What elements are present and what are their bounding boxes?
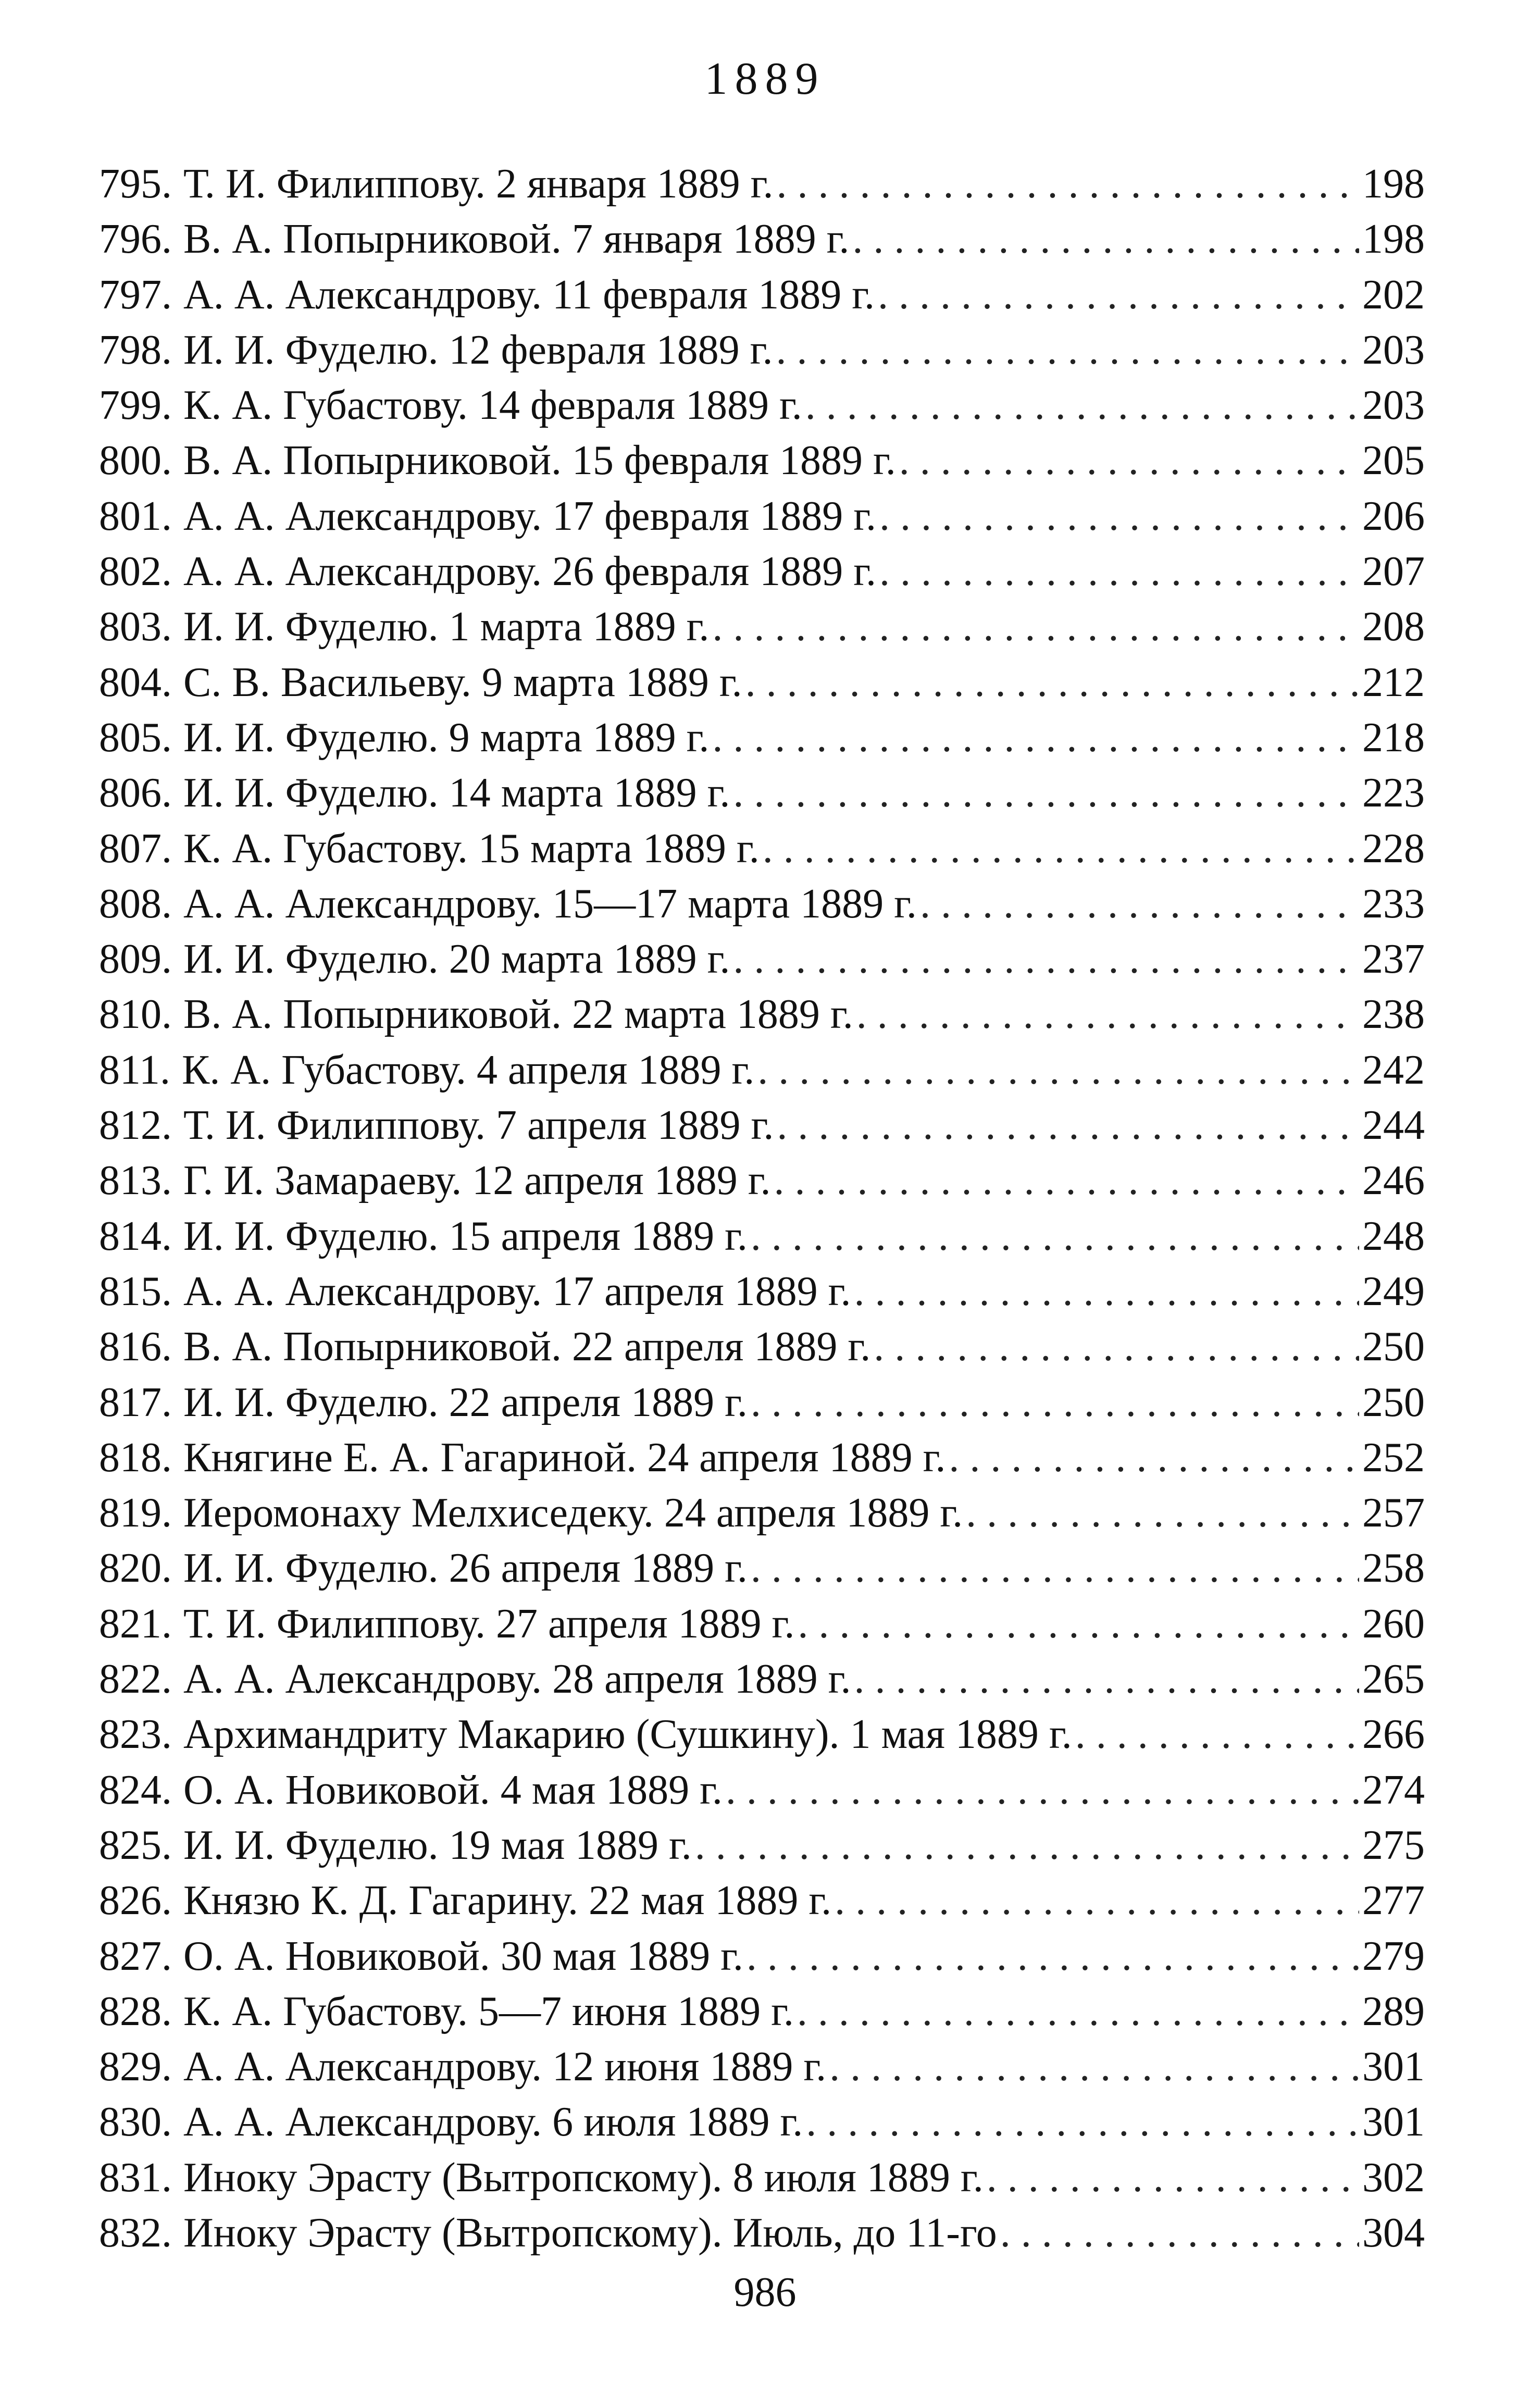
toc-entry	[99, 1873, 1425, 1928]
entry-title: Княгине Е. А. Гагариной. 24 апреля 1889 г.	[183, 1434, 946, 1481]
entry-page: 266	[1362, 1711, 1425, 1758]
dot-leader	[854, 1264, 1359, 1319]
toc-entry	[99, 322, 1425, 378]
entry-number: 823.	[99, 1711, 172, 1758]
entry-number: 816.	[99, 1324, 172, 1370]
entry-title: В. А. Попырниковой. 22 апреля 1889 г.	[183, 1324, 871, 1370]
dot-leader	[745, 655, 1359, 710]
entry-number: 826.	[99, 1878, 172, 1924]
entry-number: 797.	[99, 271, 172, 318]
dot-leader	[949, 1430, 1359, 1485]
entry-page: 244	[1362, 1102, 1425, 1149]
toc-entry	[99, 544, 1425, 599]
dot-leader	[879, 544, 1359, 599]
section-heading: 1889	[704, 54, 826, 104]
entry-number: 828.	[99, 1988, 172, 2034]
dot-leader	[806, 2094, 1359, 2150]
entry-title: К. А. Губастову. 4 апреля 1889 г.	[182, 1047, 755, 1093]
entry-title: А. А. Александрову. 15—17 марта 1889 г.	[183, 880, 917, 927]
dot-leader	[966, 1485, 1359, 1541]
dot-leader	[798, 1596, 1359, 1652]
entry-page: 208	[1362, 604, 1425, 650]
entry-page: 301	[1362, 2044, 1425, 2090]
entry-page: 274	[1362, 1767, 1425, 1813]
toc-entry	[99, 1818, 1425, 1873]
entry-number: 801.	[99, 493, 172, 539]
entry-title: И. И. Фуделю. 19 мая 1889 г.	[183, 1822, 692, 1868]
entry-title: Т. И. Филиппову. 2 января 1889 г.	[183, 161, 774, 207]
entry-title: И. И. Фуделю. 14 марта 1889 г.	[183, 770, 730, 816]
toc-entry	[99, 1430, 1425, 1485]
entry-number: 811.	[99, 1047, 171, 1093]
dot-leader	[1000, 2205, 1359, 2261]
entry-page: 250	[1362, 1379, 1425, 1425]
entry-title: К. А. Губастову. 14 февраля 1889 г.	[183, 382, 802, 429]
entry-page: 198	[1362, 216, 1425, 263]
dot-leader	[829, 2039, 1359, 2094]
toc-entry	[99, 821, 1425, 876]
entry-page: 233	[1362, 880, 1425, 927]
entry-number: 817.	[99, 1379, 172, 1425]
dot-leader	[797, 1984, 1359, 2039]
entry-title: А. А. Александрову. 12 июня 1889 г.	[183, 2044, 827, 2090]
dot-leader	[854, 1652, 1359, 1707]
dot-leader	[987, 2150, 1359, 2205]
entry-page: 258	[1362, 1545, 1425, 1592]
entry-number: 825.	[99, 1822, 172, 1868]
entry-page: 242	[1362, 1047, 1425, 1093]
toc-entry	[99, 1485, 1425, 1541]
entry-number: 798.	[99, 327, 172, 373]
toc-entry	[99, 1264, 1425, 1319]
toc-entry	[99, 489, 1425, 544]
entry-page: 246	[1362, 1158, 1425, 1204]
entry-page: 203	[1362, 382, 1425, 429]
toc-entry	[99, 378, 1425, 433]
entry-title: Князю К. Д. Гагарину. 22 мая 1889 г.	[183, 1878, 832, 1924]
toc-entry	[99, 710, 1425, 765]
entry-title: И. И. Фуделю. 9 марта 1889 г.	[183, 714, 710, 761]
entry-page: 218	[1362, 714, 1425, 761]
dot-leader	[879, 489, 1359, 544]
dot-leader	[757, 1042, 1359, 1098]
entry-number: 821.	[99, 1600, 172, 1647]
entry-title: В. А. Попырниковой. 22 марта 1889 г.	[183, 991, 853, 1038]
entry-title: А. А. Александрову. 6 июля 1889 г.	[183, 2099, 803, 2145]
entry-title: Иеромонаху Мелхиседеку. 24 апреля 1889 г.	[183, 1490, 963, 1536]
entry-page: 301	[1362, 2099, 1425, 2145]
entry-number: 814.	[99, 1213, 172, 1259]
dot-leader	[733, 932, 1359, 987]
entry-page: 207	[1362, 549, 1425, 595]
toc-entry	[99, 2150, 1425, 2205]
entry-page: 279	[1362, 1933, 1425, 1979]
entry-title: В. А. Попырниковой. 15 февраля 1889 г.	[183, 438, 896, 484]
entry-number: 824.	[99, 1767, 172, 1813]
toc-entry	[99, 1707, 1425, 1762]
toc-entry	[99, 1319, 1425, 1374]
toc-entry	[99, 433, 1425, 488]
entry-number: 802.	[99, 549, 172, 595]
table-of-contents	[99, 156, 1425, 2261]
entry-number: 832.	[99, 2210, 172, 2256]
toc-entry	[99, 876, 1425, 932]
toc-entry	[99, 212, 1425, 267]
dot-leader	[751, 1209, 1359, 1264]
entry-page: 304	[1362, 2210, 1425, 2256]
entry-page: 252	[1362, 1434, 1425, 1481]
entry-title: О. А. Новиковой. 30 мая 1889 г.	[183, 1933, 743, 1979]
entry-title: И. И. Фуделю. 20 марта 1889 г.	[183, 936, 730, 983]
dot-leader	[899, 433, 1359, 488]
dot-leader	[874, 1319, 1359, 1374]
entry-title: О. А. Новиковой. 4 мая 1889 г.	[183, 1767, 723, 1813]
dot-leader	[1075, 1707, 1359, 1762]
dot-leader	[805, 378, 1359, 433]
dot-leader	[751, 1375, 1359, 1430]
entry-page: 202	[1362, 271, 1425, 318]
dot-leader	[695, 1818, 1359, 1873]
toc-entry	[99, 765, 1425, 821]
entry-title: К. А. Губастову. 5—7 июня 1889 г.	[183, 1988, 794, 2034]
entry-page: 203	[1362, 327, 1425, 373]
entry-page: 257	[1362, 1490, 1425, 1536]
entry-title: Иноку Эрасту (Вытропскому). 8 июля 1889 г.	[183, 2154, 984, 2201]
entry-number: 820.	[99, 1545, 172, 1592]
entry-number: 830.	[99, 2099, 172, 2145]
toc-entry	[99, 267, 1425, 322]
entry-number: 831.	[99, 2154, 172, 2201]
entry-number: 803.	[99, 604, 172, 650]
entry-page: 249	[1362, 1268, 1425, 1314]
entry-page: 248	[1362, 1213, 1425, 1259]
entry-number: 812.	[99, 1102, 172, 1149]
entry-title: И. И. Фуделю. 15 апреля 1889 г.	[183, 1213, 748, 1259]
toc-entry	[99, 2094, 1425, 2150]
dot-leader	[856, 987, 1359, 1042]
entry-number: 800.	[99, 438, 172, 484]
dot-leader	[776, 322, 1359, 378]
dot-leader	[835, 1873, 1359, 1928]
dot-leader	[777, 1098, 1359, 1153]
entry-page: 198	[1362, 161, 1425, 207]
toc-entry	[99, 1652, 1425, 1707]
entry-number: 806.	[99, 770, 172, 816]
toc-entry	[99, 1596, 1425, 1652]
dot-leader	[763, 821, 1359, 876]
toc-entry	[99, 1375, 1425, 1430]
entry-page: 237	[1362, 936, 1425, 983]
entry-title: И. И. Фуделю. 1 марта 1889 г.	[183, 604, 710, 650]
entry-title: И. И. Фуделю. 12 февраля 1889 г.	[183, 327, 773, 373]
dot-leader	[776, 156, 1359, 212]
entry-title: А. А. Александрову. 11 февраля 1889 г.	[183, 271, 875, 318]
toc-entry	[99, 156, 1425, 212]
entry-title: И. И. Фуделю. 26 апреля 1889 г.	[183, 1545, 748, 1592]
entry-title: Т. И. Филиппову. 27 апреля 1889 г.	[183, 1600, 795, 1647]
toc-entry	[99, 2039, 1425, 2094]
dot-leader	[852, 212, 1359, 267]
toc-entry	[99, 1153, 1425, 1208]
toc-entry	[99, 1762, 1425, 1818]
entry-title: Архимандриту Макарию (Сушкину). 1 мая 1889 г.	[183, 1711, 1072, 1758]
entry-title: К. А. Губастову. 15 марта 1889 г.	[183, 825, 760, 872]
entry-number: 818.	[99, 1434, 172, 1481]
toc-entry	[99, 599, 1425, 654]
entry-page: 206	[1362, 493, 1425, 539]
toc-entry	[99, 2205, 1425, 2261]
toc-entry	[99, 1929, 1425, 1984]
entry-number: 810.	[99, 991, 172, 1038]
entry-title: В. А. Попырниковой. 7 января 1889 г.	[183, 216, 850, 263]
entry-title: А. А. Александрову. 17 апреля 1889 г.	[183, 1268, 851, 1314]
dot-leader	[878, 267, 1359, 322]
toc-entry	[99, 1042, 1425, 1098]
toc-entry	[99, 987, 1425, 1042]
entry-title: С. В. Васильеву. 9 марта 1889 г.	[183, 659, 742, 705]
entry-page: 265	[1362, 1656, 1425, 1703]
dot-leader	[733, 765, 1359, 821]
entry-number: 813.	[99, 1158, 172, 1204]
dot-leader	[920, 876, 1359, 932]
entry-page: 277	[1362, 1878, 1425, 1924]
dot-leader	[751, 1541, 1359, 1596]
dot-leader	[712, 599, 1359, 654]
entry-title: Г. И. Замараеву. 12 апреля 1889 г.	[183, 1158, 771, 1204]
entry-number: 799.	[99, 382, 172, 429]
entry-title: А. А. Александрову. 17 февраля 1889 г.	[183, 493, 876, 539]
entry-page: 205	[1362, 438, 1425, 484]
dot-leader	[747, 1929, 1359, 1984]
entry-page: 228	[1362, 825, 1425, 872]
page-number: 986	[733, 2269, 797, 2315]
toc-entry	[99, 655, 1425, 710]
entry-title: А. А. Александрову. 28 апреля 1889 г.	[183, 1656, 851, 1703]
entry-title: Т. И. Филиппову. 7 апреля 1889 г.	[183, 1102, 774, 1149]
entry-number: 808.	[99, 880, 172, 927]
dot-leader	[774, 1153, 1360, 1208]
entry-page: 223	[1362, 770, 1425, 816]
entry-number: 829.	[99, 2044, 172, 2090]
entry-number: 815.	[99, 1268, 172, 1314]
entry-number: 827.	[99, 1933, 172, 1979]
entry-title: А. А. Александрову. 26 февраля 1889 г.	[183, 549, 876, 595]
entry-page: 302	[1362, 2154, 1425, 2201]
toc-entry	[99, 932, 1425, 987]
entry-title: И. И. Фуделю. 22 апреля 1889 г.	[183, 1379, 748, 1425]
entry-page: 238	[1362, 991, 1425, 1038]
entry-number: 822.	[99, 1656, 172, 1703]
entry-number: 805.	[99, 714, 172, 761]
dot-leader	[726, 1762, 1359, 1818]
entry-title: Иноку Эрасту (Вытропскому). Июль, до 11-го	[183, 2210, 997, 2256]
entry-number: 809.	[99, 936, 172, 983]
toc-entry	[99, 1098, 1425, 1153]
entry-page: 289	[1362, 1988, 1425, 2034]
entry-number: 795.	[99, 161, 172, 207]
entry-number: 804.	[99, 659, 172, 705]
toc-entry	[99, 1209, 1425, 1264]
entry-number: 796.	[99, 216, 172, 263]
entry-page: 260	[1362, 1600, 1425, 1647]
toc-entry	[99, 1541, 1425, 1596]
entry-page: 250	[1362, 1324, 1425, 1370]
toc-entry	[99, 1984, 1425, 2039]
dot-leader	[712, 710, 1359, 765]
entry-number: 819.	[99, 1490, 172, 1536]
entry-page: 212	[1362, 659, 1425, 705]
entry-page: 275	[1362, 1822, 1425, 1868]
entry-number: 807.	[99, 825, 172, 872]
